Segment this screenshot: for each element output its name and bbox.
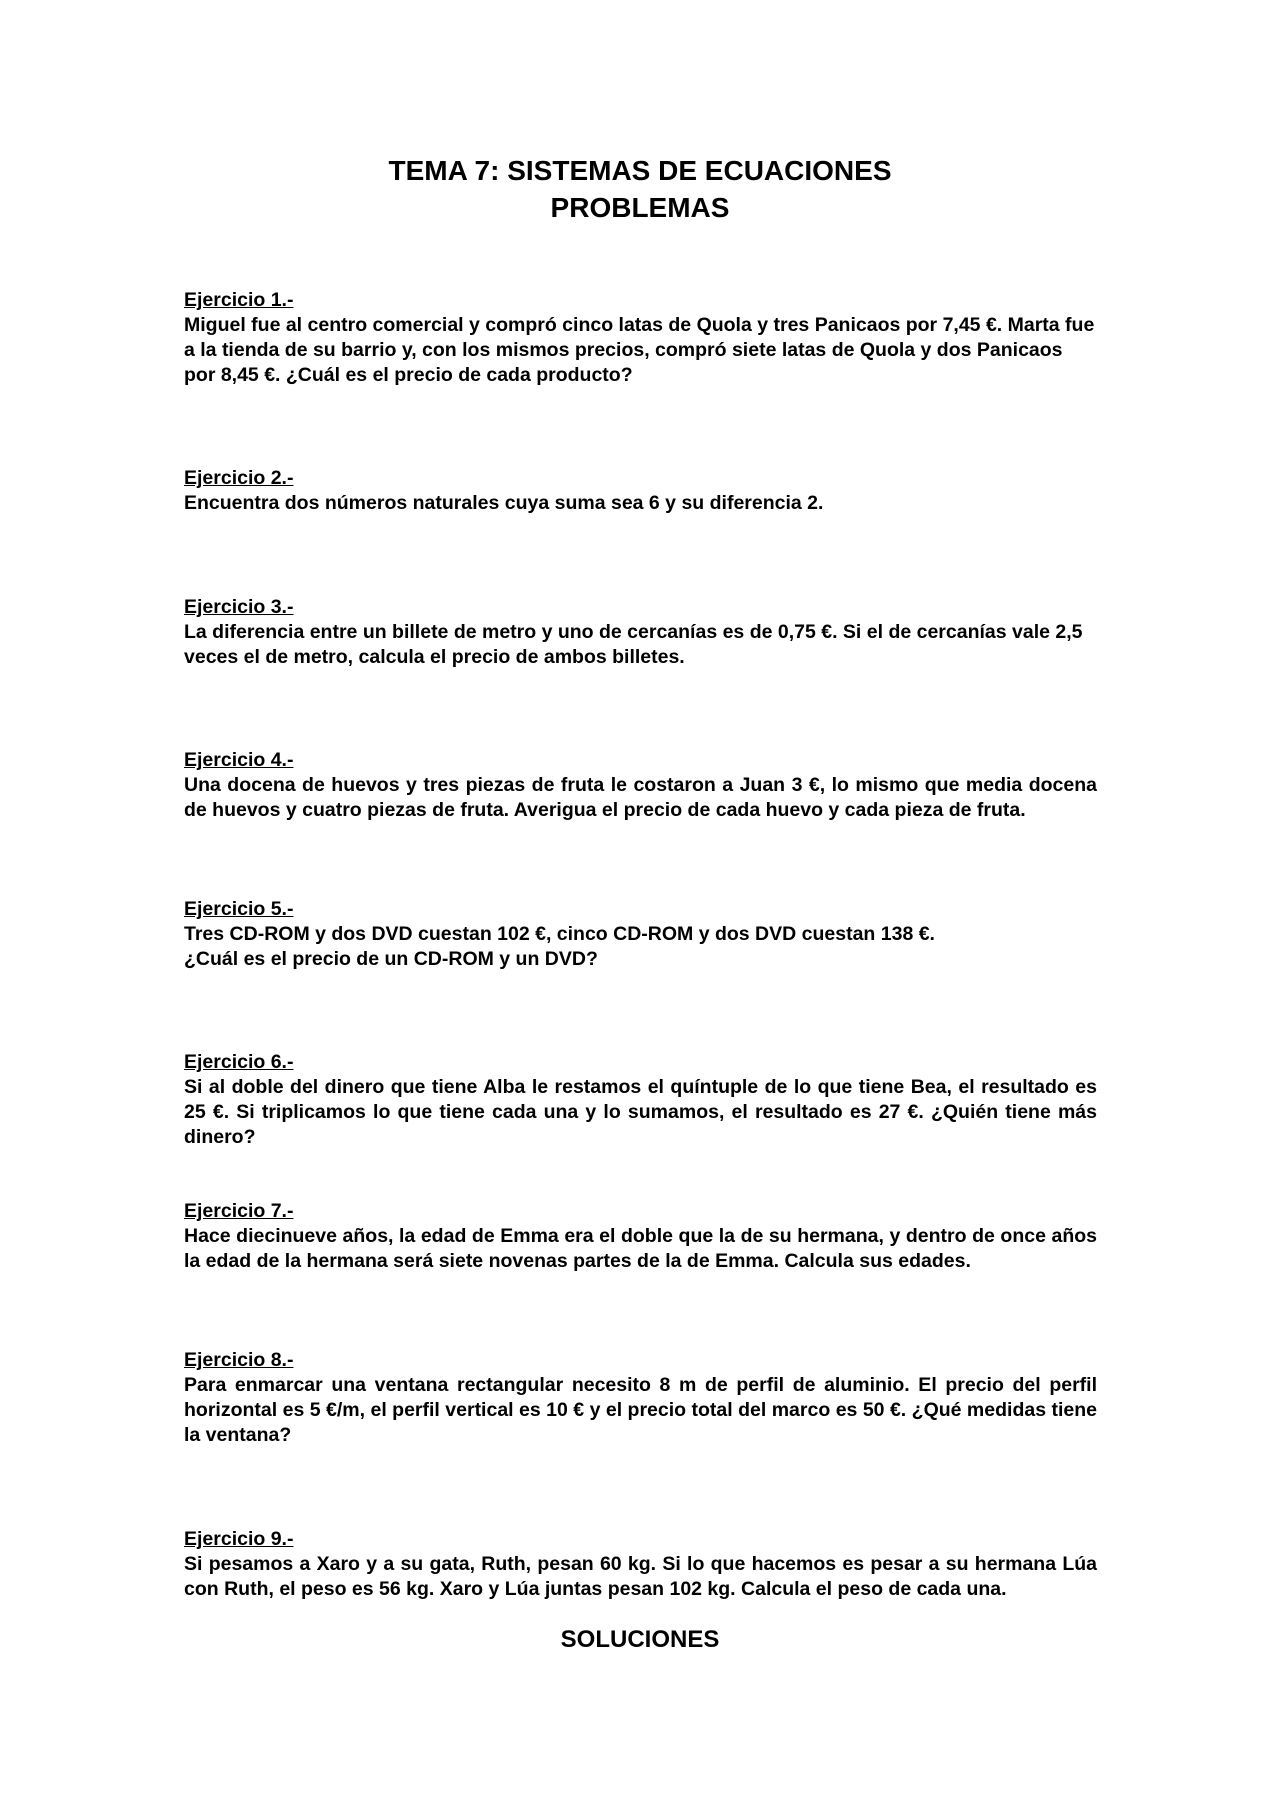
solutions-heading: SOLUCIONES xyxy=(560,1626,720,1653)
page-title: TEMA 7: SISTEMAS DE ECUACIONES xyxy=(388,155,892,186)
exercise-text: Hace diecinueve años, la edad de Emma era el doble que la de su hermana, y dentro de once años la edad de la hermana será siete novenas partes de la de Emma. Calcula sus edades. xyxy=(184,1225,1097,1272)
exercise-5 xyxy=(184,897,1097,972)
exercise-text: Miguel fue al centro comercial y compró cinco latas de Quola y tres Panicaos por 7,45 €. Marta fue a la tienda de su barrio y, con los mismos precios, compró siete latas de Quola y dos Panicaos por 8,45 €. ¿Cuál es el precio de cada producto? xyxy=(184,314,1095,386)
exercise-text: Una docena de huevos y tres piezas de fruta le costaron a Juan 3 €, lo mismo que media docena de huevos y cuatro piezas de fruta. Averigua el precio de cada huevo y cada pieza de fruta. xyxy=(184,774,1097,821)
exercise-text: La diferencia entre un billete de metro y uno de cercanías es de 0,75 €. Si el de cercanías vale 2,5 veces el de metro, calcula el precio de ambos billetes. xyxy=(184,621,1083,668)
exercise-3 xyxy=(184,595,1097,670)
exercise-heading: Ejercicio 9.- xyxy=(184,1528,294,1550)
exercise-1 xyxy=(184,288,1097,388)
exercise-heading: Ejercicio 7.- xyxy=(184,1200,294,1222)
exercise-7 xyxy=(184,1199,1097,1274)
exercise-text: Encuentra dos números naturales cuya suma sea 6 y su diferencia 2. xyxy=(184,492,824,514)
exercise-6 xyxy=(184,1050,1097,1150)
exercise-text: Si pesamos a Xaro y a su gata, Ruth, pesan 60 kg. Si lo que hacemos es pesar a su hermana Lúa con Ruth, el peso es 56 kg. Xaro y Lúa juntas pesan 102 kg. Calcula el peso de cada una. xyxy=(184,1553,1097,1600)
exercise-8 xyxy=(184,1348,1097,1448)
exercise-text-line-2: ¿Cuál es el precio de un CD-ROM y un DVD? xyxy=(184,948,598,970)
exercise-heading: Ejercicio 3.- xyxy=(184,596,294,618)
exercise-4 xyxy=(184,748,1097,823)
exercise-9 xyxy=(184,1527,1097,1602)
exercise-heading: Ejercicio 8.- xyxy=(184,1349,294,1371)
exercise-text-line-1: Tres CD-ROM y dos DVD cuestan 102 €, cinco CD-ROM y dos DVD cuestan 138 €. xyxy=(184,923,935,945)
exercise-heading: Ejercicio 4.- xyxy=(184,749,294,771)
exercise-heading: Ejercicio 6.- xyxy=(184,1051,294,1073)
page-subtitle: PROBLEMAS xyxy=(550,192,730,223)
exercise-heading: Ejercicio 2.- xyxy=(184,467,294,489)
exercise-text: Si al doble del dinero que tiene Alba le restamos el quíntuple de lo que tiene Bea, el resultado es 25 €. Si triplicamos lo que tiene cada una y lo sumamos, el resultado es 27 €. ¿Quién tiene más dinero? xyxy=(184,1076,1097,1148)
exercise-heading: Ejercicio 1.- xyxy=(184,289,294,311)
exercise-2 xyxy=(184,466,1097,516)
exercise-text: Para enmarcar una ventana rectangular necesito 8 m de perfil de aluminio. El precio del perfil horizontal es 5 €/m, el perfil vertical es 10 € y el precio total del marco es 50 €. ¿Qué medidas tiene la ventana? xyxy=(184,1374,1097,1446)
exercise-heading: Ejercicio 5.- xyxy=(184,898,294,920)
